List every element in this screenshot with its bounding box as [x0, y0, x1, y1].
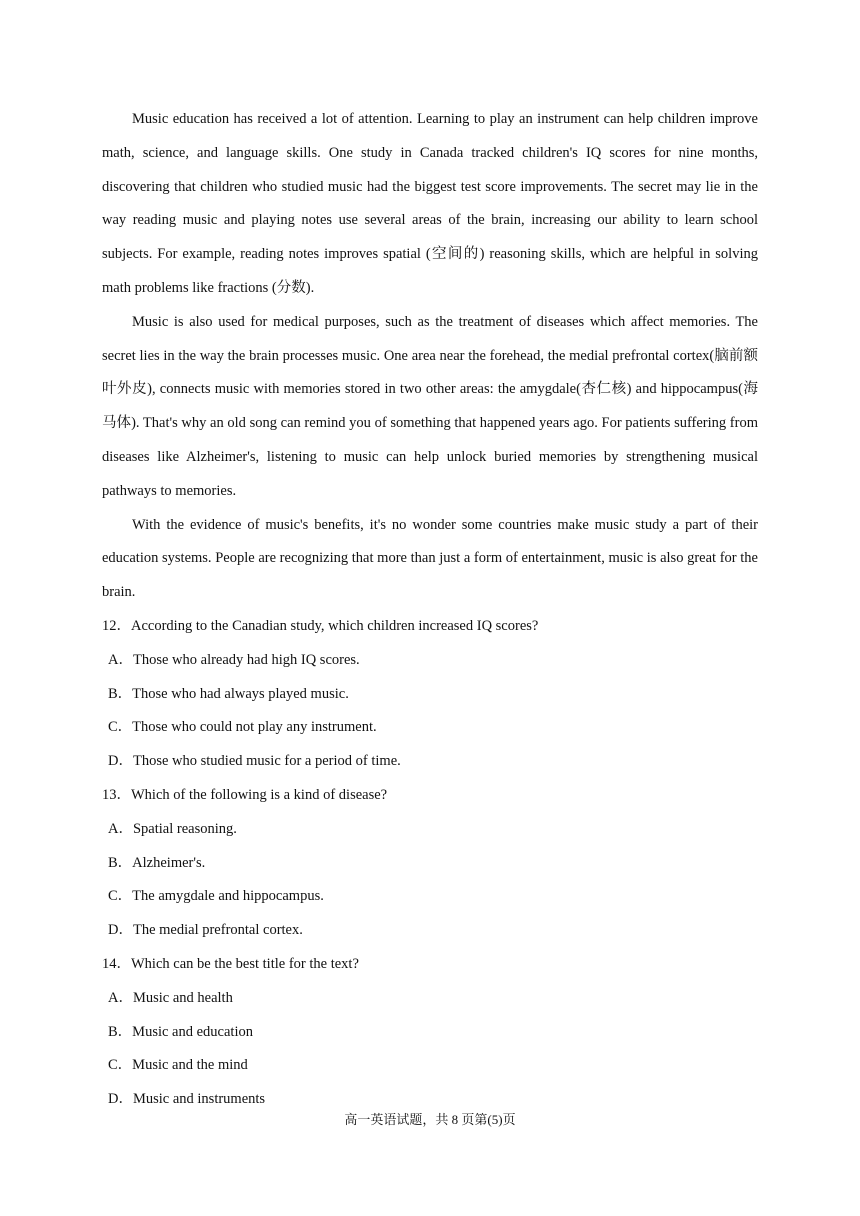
question-14: [102, 948, 758, 1117]
answer-options: [102, 982, 758, 1117]
option-c: C．Those who could not play any instrument.: [108, 719, 377, 736]
option-a: A．Those who already had high IQ scores.: [108, 651, 360, 668]
question-12: [102, 610, 758, 779]
option-b: B．Those who had always played music.: [108, 685, 349, 702]
option-d: D．Those who studied music for a period of time.: [108, 753, 401, 770]
question-13: [102, 779, 758, 948]
option-c: C．The amygdale and hippocampus.: [108, 888, 324, 905]
question-stem: 13．Which of the following is a kind of disease?: [102, 786, 388, 803]
question-stem: 14．Which can be the best title for the text?: [102, 955, 359, 972]
option-b: B．Alzheimer's.: [108, 854, 206, 871]
option-b: B．Music and education: [108, 1023, 253, 1040]
passage-paragraph-3: With the evidence of music's benefits, it's no wonder some countries make music study a part of their education systems. People are recognizing that more than just a form of entertainment, music is also great for the brain.: [102, 516, 758, 601]
page-footer: 高一英语试题，共 8 页第(5)页: [344, 1112, 516, 1127]
answer-options: [102, 644, 758, 779]
question-stem: 12．According to the Canadian study, which children increased IQ scores?: [102, 617, 539, 634]
option-c: C．Music and the mind: [108, 1057, 248, 1074]
option-a: A．Spatial reasoning.: [108, 820, 237, 837]
answer-options: [102, 813, 758, 948]
option-d: D．The medial prefrontal cortex.: [108, 922, 303, 939]
option-d: D．Music and instruments: [108, 1091, 266, 1108]
passage-paragraph-1: Music education has received a lot of attention. Learning to play an instrument can help children improve math, science, and language skills. One study in Canada tracked children's IQ scores for nine months, discovering that children who studied music had the biggest test score improvements. The secret may lie in the way reading music and playing notes use several areas of the brain, increasing our ability to learn school subjects. For example, reading notes improves spatial (空间的) reasoning skills, which are helpful in solving math problems like fractions (分数).: [102, 111, 758, 296]
passage-paragraph-2: Music is also used for medical purposes, such as the treatment of diseases which affect memories. The secret lies in the way the brain processes music. One area near the forehead, the medial prefrontal cortex(脑前额叶外皮), connects music with memories stored in two other areas: the amygdale(杏仁核) and hippocampus(海马体). That's why an old song can remind you of something that happened years ago. For patients suffering from diseases like Alzheimer's, listening to music can help unlock buried memories by strengthening musical pathways to memories.: [102, 313, 758, 499]
exam-page-content: [102, 103, 758, 1117]
option-a: A．Music and health: [108, 989, 233, 1006]
